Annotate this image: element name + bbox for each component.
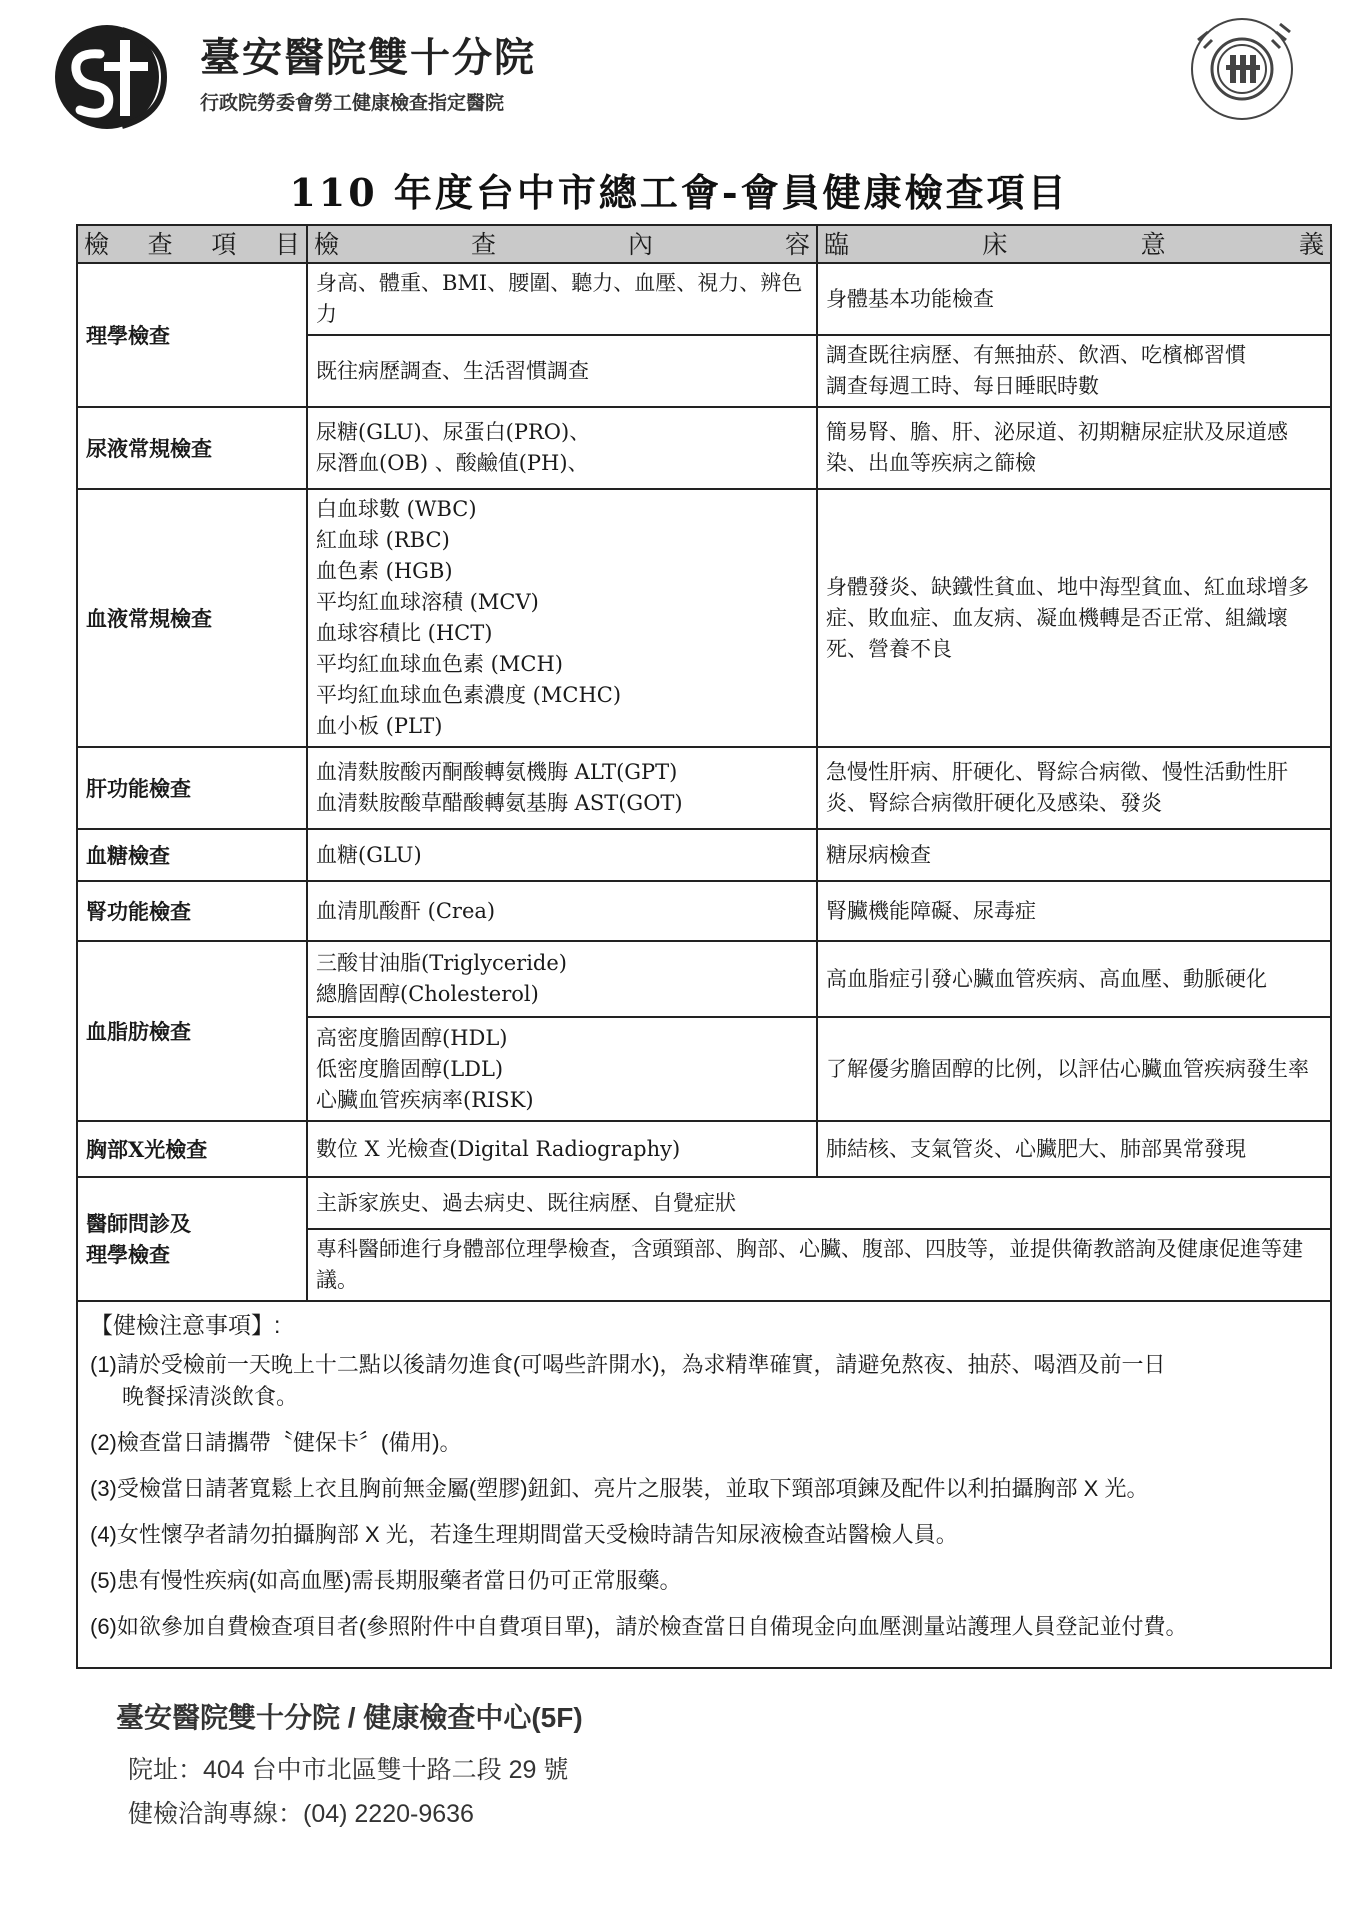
table-row — [77, 1121, 1331, 1177]
category-cell: 理學檢查 — [77, 263, 307, 407]
footer-phone: 健檢洽詢專線：(04) 2220-9636 — [128, 1800, 474, 1828]
notes-section — [77, 1301, 1331, 1668]
header-char: 檢 — [84, 229, 110, 259]
header-item — [77, 225, 307, 263]
header-meaning — [817, 225, 1331, 263]
table-row — [77, 1177, 1331, 1229]
header-char: 義 — [1298, 229, 1324, 259]
content-cell: 專科醫師進行身體部位理學檢查，含頭頸部、胸部、心臟、腹部、四肢等，並提供衛教諮詢及健康促進等建議。 — [307, 1229, 1331, 1301]
header-content — [307, 225, 817, 263]
table-row — [77, 881, 1331, 941]
content-cell: 三酸甘油脂(Triglyceride) 總膽固醇(Cholesterol) — [307, 941, 817, 1017]
meaning-cell: 急慢性肝病、肝硬化、腎綜合病徵、慢性活動性肝炎、腎綜合病徵肝硬化及感染、發炎 — [817, 747, 1331, 829]
header-char: 意 — [1140, 229, 1166, 259]
content-cell: 血清麩胺酸丙酮酸轉氨機脢 ALT(GPT) 血清麩胺酸草醋酸轉氨基脢 AST(GOT) — [307, 747, 817, 829]
note-item — [90, 1473, 1318, 1505]
footer — [116, 1696, 583, 1838]
hospital-logo — [52, 22, 174, 132]
hospital-name: 臺安醫院雙十分院 — [200, 35, 536, 81]
note-text: (3)受檢當日請著寬鬆上衣且胸前無金屬(塑膠)鈕釦、亮片之服裝，並取下頸部項鍊及配件以利拍攝胸部 X 光。 — [90, 1476, 1149, 1501]
table-row — [77, 747, 1331, 829]
header-char: 項 — [211, 229, 237, 259]
category-cell: 醫師問診及 理學檢查 — [77, 1177, 307, 1301]
header-char: 臨 — [824, 229, 850, 259]
table-row — [77, 407, 1331, 489]
note-text: (4)女性懷孕者請勿拍攝胸部 X 光，若逢生理期間當天受檢時請告知尿液檢查站醫檢人員。 — [90, 1522, 958, 1547]
note-item — [90, 1427, 1318, 1459]
note-item — [90, 1519, 1318, 1551]
category-cell: 胸部X光檢查 — [77, 1121, 307, 1177]
content-cell: 身高、體重、BMI、腰圍、聽力、血壓、視力、辨色力 — [307, 263, 817, 335]
content-cell: 既往病歷調查、生活習慣調查 — [307, 335, 817, 407]
content-cell: 血清肌酸酐 (Crea) — [307, 881, 817, 941]
header-char: 檢 — [314, 229, 340, 259]
category-cell: 肝功能檢查 — [77, 747, 307, 829]
table-row — [77, 941, 1331, 1017]
meaning-cell: 身體基本功能檢查 — [817, 263, 1331, 335]
table-row — [77, 489, 1331, 747]
table-row — [77, 829, 1331, 881]
note-item — [90, 1611, 1318, 1643]
header-char: 容 — [784, 229, 810, 259]
content-cell: 主訴家族史、過去病史、既往病歷、自覺症狀 — [307, 1177, 1331, 1229]
footer-address: 院址：404 台中市北區雙十路二段 29 號 — [128, 1756, 569, 1784]
health-exam-table — [76, 224, 1332, 1669]
header-char: 查 — [470, 229, 496, 259]
meaning-cell: 調查既往病歷、有無抽菸、飲酒、吃檳榔習慣 調查每週工時、每日睡眠時數 — [817, 335, 1331, 407]
meaning-cell: 糖尿病檢查 — [817, 829, 1331, 881]
note-item — [90, 1565, 1318, 1597]
content-cell: 高密度膽固醇(HDL) 低密度膽固醇(LDL) 心臟血管疾病率(RISK) — [307, 1017, 817, 1121]
note-text: (5)患有慢性疾病(如高血壓)需長期服藥者當日仍可正常服藥。 — [90, 1568, 682, 1593]
content-cell: 血糖(GLU) — [307, 829, 817, 881]
content-cell: 白血球數 (WBC) 紅血球 (RBC) 血色素 (HGB) 平均紅血球溶積 (MCV) 血球容積比 (HCT) 平均紅血球血色素 (MCH) 平均紅血球血色素濃度 (MCHC) 血小板 (PLT) — [307, 489, 817, 747]
note-text: (1)請於受檢前一天晚上十二點以後請勿進食(可喝些許開水)，為求精準確實，請避免熬夜、抽菸、喝酒及前一日 — [90, 1352, 1166, 1377]
note-text: (2)檢查當日請攜帶〝健保卡〞(備用)。 — [90, 1430, 462, 1455]
meaning-cell: 簡易腎、膽、肝、泌尿道、初期糖尿症狀及尿道感染、出血等疾病之篩檢 — [817, 407, 1331, 489]
meaning-cell: 身體發炎、缺鐵性貧血、地中海型貧血、紅血球增多症、敗血症、血友病、凝血機轉是否正常、組織壞死、營養不良 — [817, 489, 1331, 747]
table-row — [77, 263, 1331, 335]
meaning-cell: 肺結核、支氣管炎、心臟肥大、肺部異常發現 — [817, 1121, 1331, 1177]
federation-seal — [1168, 10, 1316, 128]
category-cell: 尿液常規檢查 — [77, 407, 307, 489]
table-header-row — [77, 225, 1331, 263]
header-char: 查 — [147, 229, 173, 259]
content-cell: 尿糖(GLU)、尿蛋白(PRO)、 尿潛血(OB) 、酸鹼值(PH)、 — [307, 407, 817, 489]
note-item — [90, 1349, 1318, 1413]
document-title: 110 年度台中市總工會-會員健康檢查項目 — [289, 170, 1069, 215]
meaning-cell: 腎臟機能障礙、尿毒症 — [817, 881, 1331, 941]
category-cell: 血糖檢查 — [77, 829, 307, 881]
category-cell: 血脂肪檢查 — [77, 941, 307, 1121]
header-char: 內 — [627, 229, 653, 259]
meaning-cell: 了解優劣膽固醇的比例，以評估心臟血管疾病發生率 — [817, 1017, 1331, 1121]
header-char: 目 — [274, 229, 300, 259]
notes-row — [77, 1301, 1331, 1668]
category-cell: 血液常規檢查 — [77, 489, 307, 747]
hospital-subtitle: 行政院勞委會勞工健康檢查指定醫院 — [200, 92, 505, 114]
content-cell: 數位 X 光檢查(Digital Radiography) — [307, 1121, 817, 1177]
note-continuation: 晚餐採清淡飲食。 — [122, 1384, 299, 1409]
meaning-cell: 高血脂症引發心臟血管疾病、高血壓、動脈硬化 — [817, 941, 1331, 1017]
footer-title: 臺安醫院雙十分院 / 健康檢查中心(5F) — [116, 1702, 583, 1733]
note-text: (6)如欲參加自費檢查項目者(參照附件中自費項目單)，請於檢查當日自備現金向血壓測量站護理人員登記並付費。 — [90, 1614, 1188, 1639]
header-char: 床 — [982, 229, 1008, 259]
notes-title: 【健檢注意事項】: — [90, 1312, 281, 1338]
category-cell: 腎功能檢查 — [77, 881, 307, 941]
